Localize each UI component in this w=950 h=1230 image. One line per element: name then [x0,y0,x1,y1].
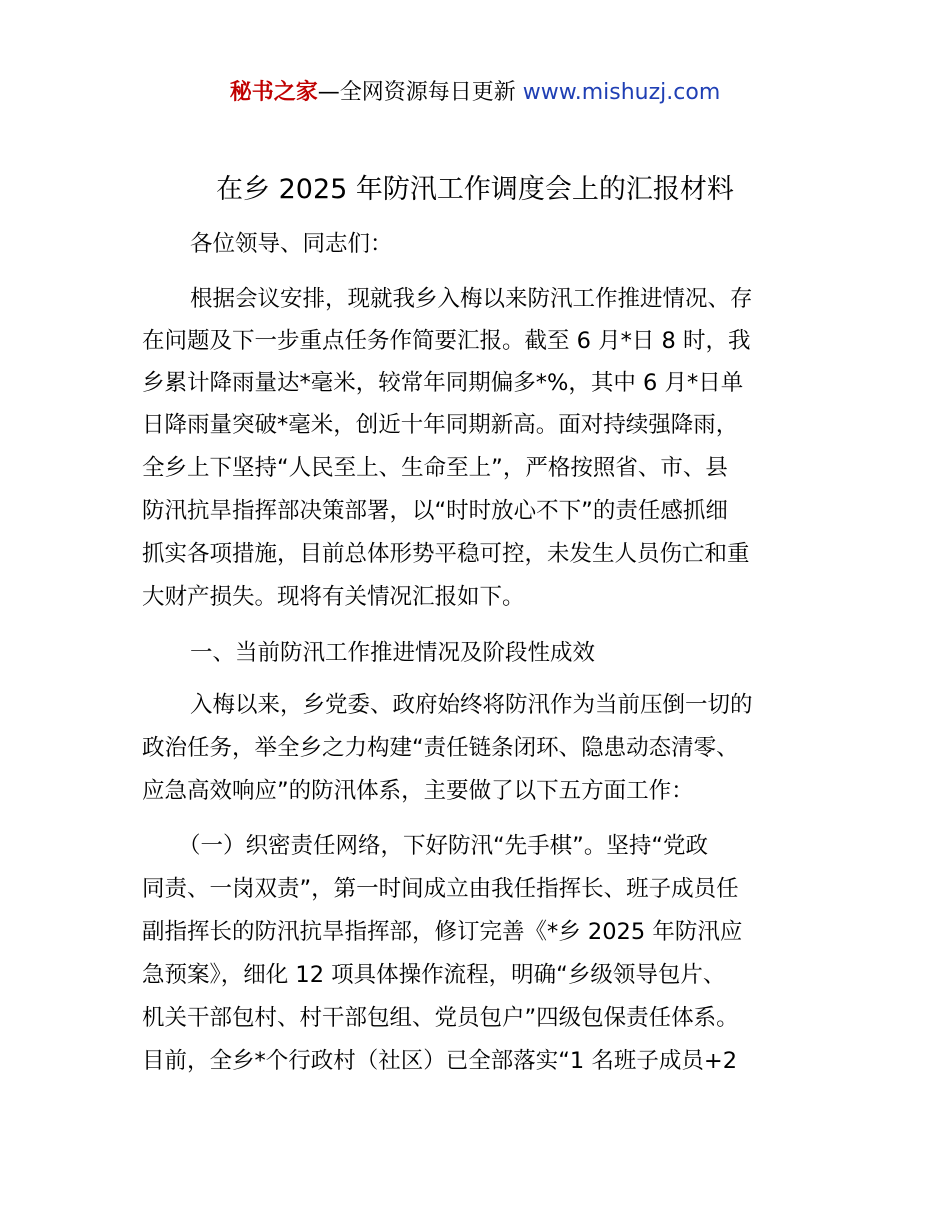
paragraph-line: 入梅以来，乡党委、政府始终将防汛作为当前压倒一切的 [190,692,753,718]
paragraph-line: 急预案》，细化 12 项具体操作流程，明确“乡级领导包片、 [142,962,726,988]
document-title: 在乡 2025 年防汛工作调度会上的汇报材料 [216,174,734,205]
paragraph-line: 同责、一岗双责”，第一时间成立由我任指挥长、班子成员任 [142,876,739,902]
paragraph-line: 乡累计降雨量达*毫米，较常年同期偏多*%，其中 6 月*日单 [142,370,744,396]
paragraph-line: 应急高效响应”的防汛体系，主要做了以下五方面工作： [142,778,694,804]
subsection-paragraph-line: （一）织密责任网络，下好防汛“先手棋”。坚持“党政 [178,833,708,859]
paragraph-line: 全乡上下坚持“人民至上、生命至上”，严格按照省、市、县 [142,455,728,481]
site-url-link[interactable]: www.mishuzj.com [522,80,721,105]
paragraph-line: 抓实各项措施，目前总体形势平稳可控，未发生人员伤亡和重 [142,541,750,567]
paragraph-line: 日降雨量突破*毫米，创近十年同期新高。面对持续强降雨， [142,412,739,438]
paragraph-line: 根据会议安排，现就我乡入梅以来防汛工作推进情况、存 [190,286,753,312]
salutation: 各位领导、同志们： [190,231,393,257]
paragraph-line: 大财产损失。现将有关情况汇报如下。 [142,584,525,610]
paragraph-line: 目前，全乡*个行政村（社区）已全部落实“1 名班子成员+2 [142,1048,738,1074]
site-header [0,78,950,108]
paragraph-line: 防汛抗旱指挥部决策部署，以“时时放心不下”的责任感抓细 [142,498,728,524]
paragraph-line: 政治任务，举全乡之力构建“责任链条闭环、隐患动态清零、 [142,735,739,761]
section-heading: 一、当前防汛工作推进情况及阶段性成效 [190,640,596,666]
brand-name: 秘书之家 [229,80,318,105]
paragraph-line: 在问题及下一步重点任务作简要汇报。截至 6 月*日 8 时，我 [142,328,751,354]
paragraph-line: 机关干部包村、村干部包组、党员包户”四级包保责任体系。 [142,1005,739,1031]
header-tagline: —全网资源每日更新 [317,80,523,105]
paragraph-line: 副指挥长的防汛抗旱指挥部，修订完善《*乡 2025 年防汛应 [142,919,743,945]
